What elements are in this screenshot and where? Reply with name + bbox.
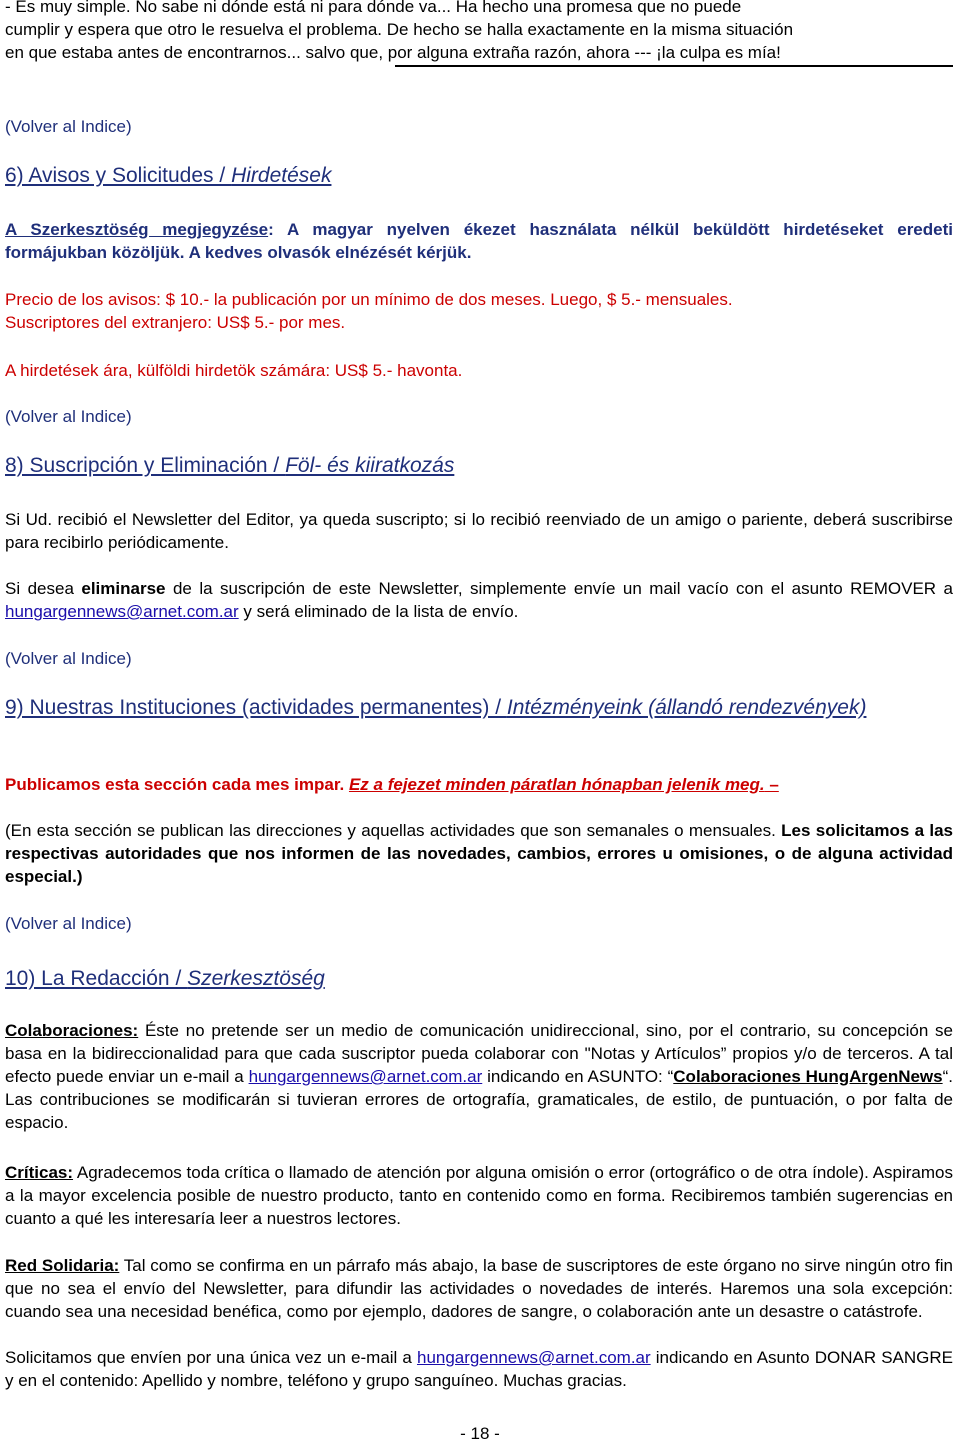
section-6-title-es: 6) Avisos y Solicitudes /: [5, 164, 232, 187]
section-8-p2-bold: eliminarse: [81, 579, 166, 598]
section-9-title-es: 9) Nuestras Instituciones (actividades permanentes) /: [5, 696, 507, 719]
red-solidaria-label: Red Solidaria:: [5, 1256, 120, 1275]
section-6-price-hu: A hirdetések ára, külföldi hirdetök számára: US$ 5.- havonta.: [5, 361, 463, 380]
email-link[interactable]: hungargennews@arnet.com.ar: [416, 1348, 651, 1367]
editorial-note-text: : A magyar nyelven ékezet használata nélkül beküldött hirdetéseket eredeti formájukban közöljük. A kedves olvasók elnézését kérjük.: [5, 220, 953, 262]
section-10-title-es: 10) La Redacción /: [5, 967, 188, 990]
section-10-title-hu: Szerkesztöség: [187, 967, 325, 990]
red-solidaria-text: Tal como se confirma en un párrafo más abajo, la base de suscriptores de este órgano no sirve ningún otro fin que no sea el envío del Newsletter, para difundir las actividades o novedades de interés. Haremos una sola excepción: cuando sea una necesidad benéfica, como por ejemplo, dadores de sangre, o colaboración ante un desastre o catástrofe.: [5, 1256, 953, 1321]
section-8-heading: [5, 453, 953, 479]
colaboraciones-subject: Colaboraciones HungArgenNews: [673, 1067, 943, 1086]
colaboraciones-text-a: Éste no pretende ser un medio de comunicación unidireccional, sino, por el contrario, su concepción se basa en la bidireccionalidad para que cada suscriptor pueda colaborar con "Notas y Artículos” propios y/o de terceros. A tal efecto puede enviar un e-mail a: [5, 1021, 953, 1086]
divider-rule: [395, 65, 953, 67]
section-9-paragraph: [5, 819, 953, 888]
price-es-line-1: Precio de los avisos: $ 10.- la publicación por un mínimo de dos meses. Luego, $ 5.- mensuales.: [5, 290, 733, 309]
section-10-solicitamos: [5, 1346, 953, 1392]
section-8-title-hu: Föl- és kiiratkozás: [285, 454, 455, 477]
section-6-editorial-note: [5, 218, 953, 264]
section-10-colaboraciones: [5, 1019, 953, 1134]
section-9-publication-note: [5, 773, 953, 796]
colaboraciones-text-b: indicando en ASUNTO: “: [482, 1067, 674, 1086]
solicitamos-text-b: indicando en Asunto DONAR SANGRE y en el contenido: Apellido y nombre, teléfono y grupo sanguíneo. Muchas gracias.: [5, 1348, 954, 1390]
back-to-index-link[interactable]: (Volver al Indice): [5, 117, 132, 136]
section-9-pub-es: Publicamos esta sección cada mes impar.: [5, 775, 345, 794]
section-6-heading: [5, 163, 953, 189]
section-8-title-es: 8) Suscripción y Eliminación /: [5, 454, 286, 477]
solicitamos-text-a: Solicitamos que envíen por una única vez un e-mail a: [5, 1348, 417, 1367]
criticas-label: Críticas:: [5, 1163, 74, 1182]
section-9-p1-a: (En esta sección se publican las direcciones y aquellas actividades que son semanales o mensuales.: [5, 821, 782, 840]
section-10-heading: [5, 966, 953, 992]
intro-line-1: - Es muy simple. No sabe ni dónde está ni para dónde va... Ha hecho una promesa que no puede: [5, 0, 742, 16]
section-10-red-solidaria: [5, 1254, 953, 1323]
email-link[interactable]: hungargennews@arnet.com.ar: [248, 1067, 483, 1086]
editorial-note-label: A Szerkesztöség megjegyzése: [5, 220, 269, 239]
section-8-paragraph-1: Si Ud. recibió el Newsletter del Editor, ya queda suscripto; si lo recibió reenviado de un amigo o pariente, deberá suscribirse para recibirlo periódicamente.: [5, 510, 953, 552]
price-es-line-2: Suscriptores del extranjero: US$ 5.- por mes.: [5, 313, 346, 332]
criticas-text: Agradecemos toda crítica o llamado de atención por alguna omisión o error (ortográfico o de otra índole). Aspiramos a la mayor excelencia posible de nuestro producto, tanto en contenido como en forma. Recibiremos también sugerencias en cuanto a qué les interesaría leer a nuestros lectores.: [5, 1163, 953, 1228]
section-9-pub-dash: –: [764, 775, 779, 794]
back-to-index-link[interactable]: (Volver al Indice): [5, 914, 132, 933]
section-8-p2-a: Si desea: [5, 579, 82, 598]
section-6-prices-es: [5, 288, 953, 334]
back-to-index-link[interactable]: (Volver al Indice): [5, 649, 132, 668]
colaboraciones-text-c: “. Las contribuciones se modificarán si tuvieran errores de ortografía, gramaticales, de estilo, de puntuación, o por falta de espacio.: [5, 1067, 953, 1132]
colaboraciones-label: Colaboraciones:: [5, 1021, 139, 1040]
section-8-p2-b: de la suscripción de este Newsletter, simplemente envíe un mail vacío con el asunto REMOVER a: [165, 579, 953, 598]
section-8-paragraph-2: [5, 577, 953, 623]
intro-line-2: cumplir y espera que otro le resuelva el problema. De hecho se halla exactamente en la misma situación: [5, 20, 794, 39]
section-9-pub-hu: Ez a fejezet minden páratlan hónapban jelenik meg.: [348, 775, 765, 794]
intro-paragraph: [5, 0, 953, 64]
section-9-p1-bold: Les solicitamos a las respectivas autoridades que nos informen de las novedades, cambios, errores u omisiones, o de alguna actividad especial.): [5, 821, 953, 886]
section-6-title-hu: Hirdetések: [231, 164, 332, 187]
section-9-title-hu: Intézményeink (állandó rendezvények): [506, 696, 867, 719]
section-10-criticas: [5, 1161, 953, 1230]
intro-line-3: en que estaba antes de encontrarnos... salvo que, por alguna extraña razón, ahora --- ¡la culpa es mía!: [5, 43, 781, 62]
section-9-heading: [5, 695, 953, 721]
page-number: - 18 -: [460, 1424, 500, 1443]
section-8-p2-c: y será eliminado de la lista de envío.: [238, 602, 519, 621]
email-link[interactable]: hungargennews@arnet.com.ar: [5, 602, 239, 621]
back-to-index-link[interactable]: (Volver al Indice): [5, 407, 132, 426]
